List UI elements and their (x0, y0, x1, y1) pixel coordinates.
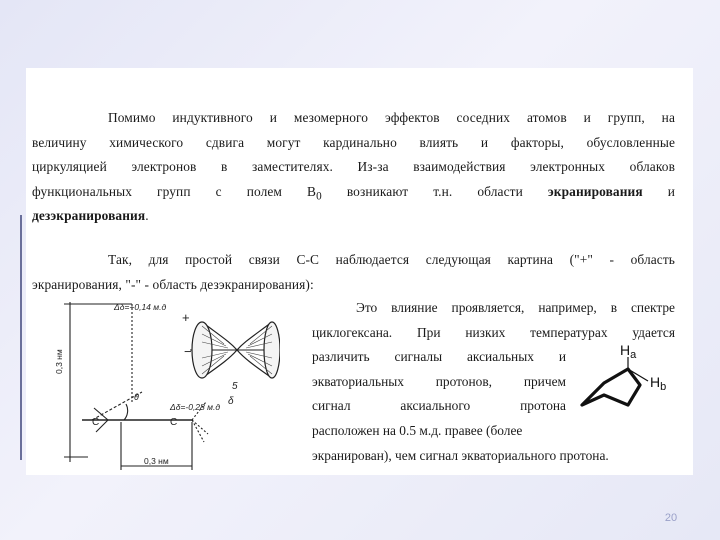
cc-bond-anisotropy-figure (52, 292, 280, 474)
page-number: 20 (664, 512, 678, 524)
term-deshielding: дезэкранирования (32, 208, 146, 224)
hb-label: $H_b$ (650, 374, 667, 393)
delta-small-label: δ (228, 396, 234, 407)
side-line5: сигнал аксиального протона (312, 398, 566, 414)
paragraph-cc-bond (32, 248, 675, 297)
side-line2: циклогексана. При низких температурах удается (312, 324, 675, 340)
side-line4: экваториальных протонов, причем (312, 373, 566, 389)
side-line6: расположен на 0.5 м.д. правее (более (312, 422, 523, 438)
paragraph-shielding-intro (32, 106, 675, 229)
side-line7: экранирован), чем сигнал экваториального протона. (312, 447, 609, 463)
left-accent-rule (20, 215, 22, 460)
minus-sign: − (184, 344, 192, 359)
chair-ring (582, 369, 640, 405)
anisotropy-cone-icon (182, 310, 280, 407)
plus-sign: + (182, 310, 190, 325)
delta-minus-label: Δδ=-0,28 м.д (170, 402, 221, 412)
paragraph2-line2: экранирования, "-" - область дезэкранирования): (32, 276, 314, 292)
paragraph1-line1: Помимо индуктивного и мезомерного эффектов соседних атомов и групп, на (108, 110, 675, 125)
b0-subscript: 0 (316, 190, 322, 203)
paragraph1-line5: дезэкранирования. (32, 208, 149, 224)
paragraph1-line4: функциональных групп с полем $B_0$ возникают т.н. области экранирования и (32, 183, 676, 203)
side-line1: Это влияние проявляется, например, в спектре (356, 300, 675, 315)
side-line3: различить сигналы аксиальных и (312, 349, 566, 365)
term-shielding: экранирования (547, 183, 643, 199)
paragraph1-line3: циркуляцией электронов в заместителях. Из-за взаимодействия электронных облаков (32, 159, 675, 175)
width-label: 0,3 нм (144, 456, 169, 466)
paragraph2-line1: Так, для простой связи С-С наблюдается следующая картина ("+" - область (108, 252, 675, 267)
theta-label: θ (134, 392, 139, 402)
label-five: 5 (232, 381, 238, 392)
height-label: 0,3 нм (54, 349, 64, 374)
carbon2-label: C (170, 417, 178, 428)
paragraph1-line2: величину химического сдвига могут кардинально влиять и факторы, обусловленные (32, 134, 675, 150)
ha-label: $H_a$ (620, 343, 637, 361)
carbon1-label: C (92, 417, 100, 428)
cyclohexane-chair-figure (580, 343, 680, 435)
delta-plus-label: Δδ=+0,14 м.д (114, 302, 167, 312)
